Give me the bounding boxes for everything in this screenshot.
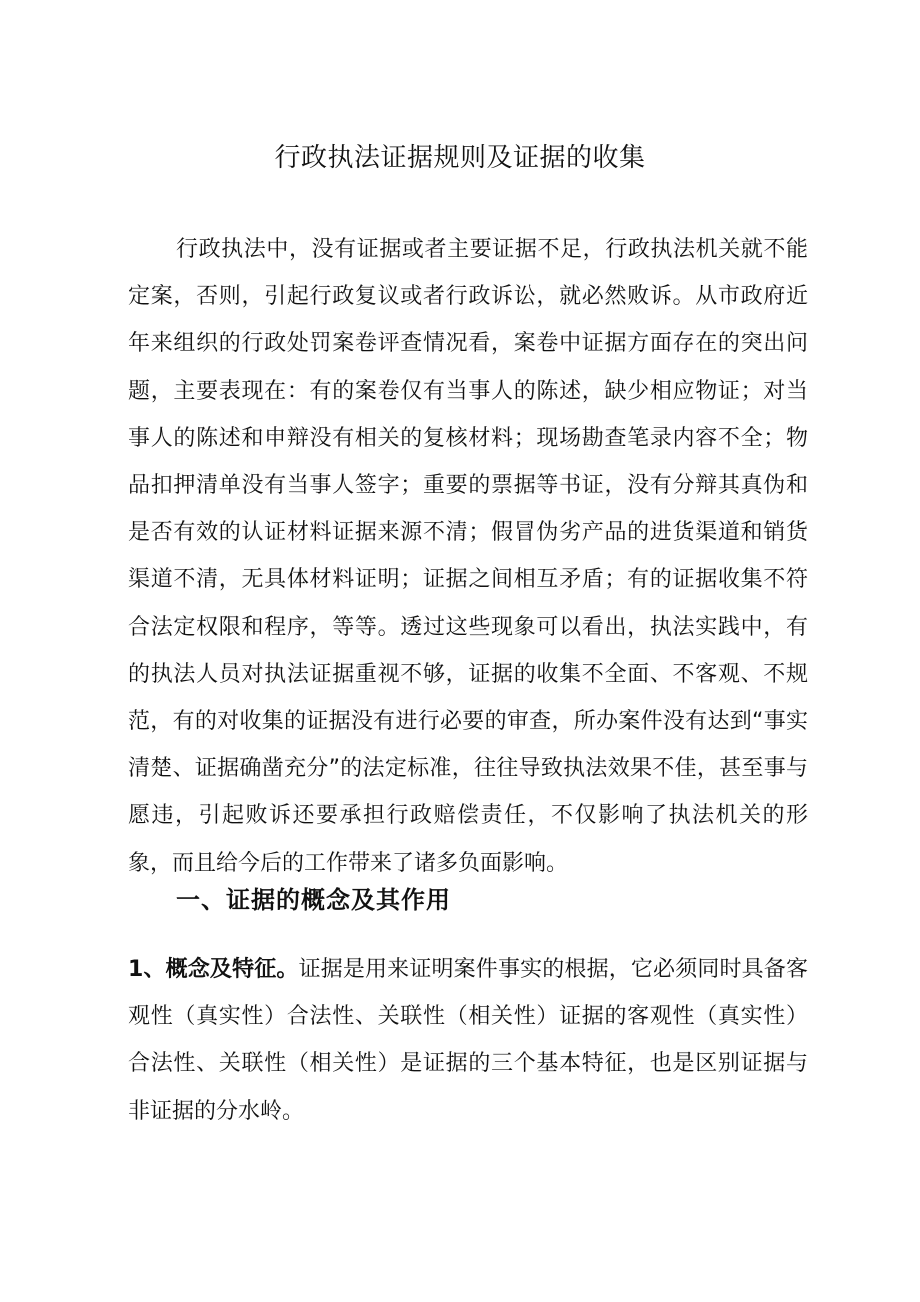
section-heading-1: 一、证据的概念及其作用 [176,886,451,914]
document-title: 行政执法证据规则及证据的收集 [274,143,646,173]
item-1-text: 证据是用来证明案件事实的根据，它必须同时具备客观性（真实性）合法性、关联性（相关性）证据的客观性（真实性）合法性、关联性（相关性）是证据的三个基本特征，也是区别证据与非证据的分水岭。 [128,957,808,1124]
item-1-lead: 1、概念及特征。 [128,957,299,982]
item-1-paragraph [128,946,808,1135]
intro-paragraph: 行政执法中，没有证据或者主要证据不足，行政执法机关就不能定案，否则，引起行政复议或者行政诉讼，就必然败诉。从市政府近年来组织的行政处罚案卷评查情况看，案卷中证据方面存在的突出问题，主要表现在：有的案卷仅有当事人的陈述，缺少相应物证；对当事人的陈述和申辩没有相关的复核材料；现场勘查笔录内容不全；物品扣押清单没有当事人签字；重要的票据等书证，没有分辩其真伪和是否有效的认证材料证据来源不清；假冒伪劣产品的进货渠道和销货渠道不清，无具体材料证明；证据之间相互矛盾；有的证据收集不符合法定权限和程序，等等。透过这些现象可以看出，执法实践中，有的执法人员对执法证据重视不够，证据的收集不全面、不客观、不规范，有的对收集的证据没有进行必要的审查，所办案件没有达到“事实清楚、证据确凿充分”的法定标准，往往导致执法效果不佳，甚至事与愿违，引起败诉还要承担行政赔偿责任，不仅影响了执法机关的形象，而且给今后的工作带来了诸多负面影响。 [128,237,808,876]
